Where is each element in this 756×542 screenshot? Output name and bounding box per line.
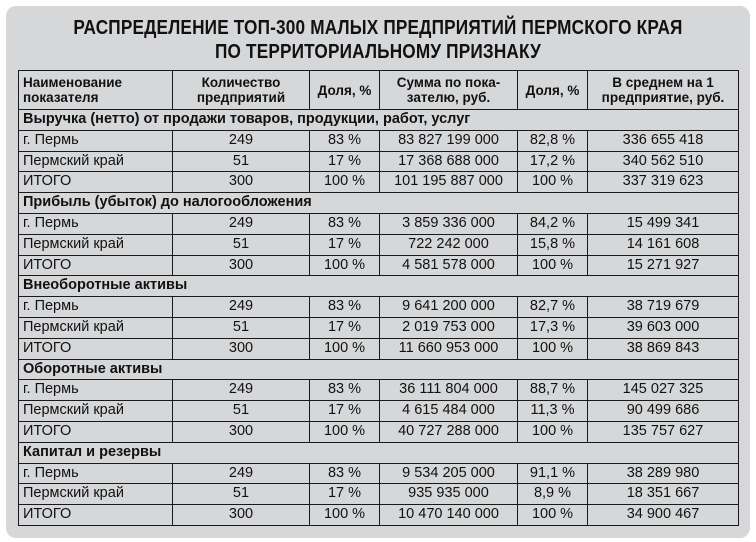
section-header-row <box>19 359 739 380</box>
cell-sum: 4 615 484 000 <box>380 401 518 422</box>
cell-share-count: 83 % <box>310 213 380 234</box>
table-row <box>19 297 739 318</box>
table-row <box>19 401 739 422</box>
header-indicator-line-2: показателя <box>23 90 99 105</box>
table-row <box>19 505 739 526</box>
cell-average: 145 027 325 <box>588 380 739 401</box>
cell-average: 337 319 623 <box>588 172 739 193</box>
cell-sum: 935 935 000 <box>380 484 518 505</box>
cell-count: 51 <box>173 151 310 172</box>
cell-share-sum: 82,7 % <box>518 297 588 318</box>
cell-name: г. Пермь <box>19 130 173 151</box>
header-share-sum <box>518 71 588 110</box>
header-count-line-2: предприятий <box>196 90 286 105</box>
cell-sum: 83 827 199 000 <box>380 130 518 151</box>
table-row <box>19 380 739 401</box>
cell-count: 300 <box>173 172 310 193</box>
table-row <box>19 172 739 193</box>
cell-average: 38 719 679 <box>588 297 739 318</box>
table-row <box>19 338 739 359</box>
cell-count: 249 <box>173 213 310 234</box>
cell-sum: 9 534 205 000 <box>380 463 518 484</box>
cell-sum: 40 727 288 000 <box>380 421 518 442</box>
cell-sum: 4 581 578 000 <box>380 255 518 276</box>
header-share-sum-line-1: Доля, % <box>525 82 580 98</box>
section-title: Прибыль (убыток) до налогообложения <box>19 193 739 214</box>
table-row <box>19 484 739 505</box>
section-header-row <box>19 276 739 297</box>
cell-share-sum: 15,8 % <box>518 234 588 255</box>
cell-share-sum: 88,7 % <box>518 380 588 401</box>
header-average-line-1: В среднем на 1 <box>612 75 714 90</box>
table-row <box>19 130 739 151</box>
cell-count: 249 <box>173 130 310 151</box>
cell-share-count: 17 % <box>310 484 380 505</box>
section-title: Внеоборотные активы <box>19 276 739 297</box>
header-sum-line-2: зателю, руб. <box>406 90 491 105</box>
table-row <box>19 255 739 276</box>
title-line-2: ПО ТЕРРИТОРИАЛЬНОМУ ПРИЗНАКУ <box>214 41 542 63</box>
table-row <box>19 421 739 442</box>
cell-share-count: 83 % <box>310 463 380 484</box>
cell-count: 51 <box>173 401 310 422</box>
cell-name: ИТОГО <box>19 421 173 442</box>
section-header-row <box>19 110 739 131</box>
cell-name: г. Пермь <box>19 297 173 318</box>
header-sum <box>380 71 518 110</box>
header-indicator-line-1: Наименование <box>23 75 123 90</box>
cell-share-sum: 82,8 % <box>518 130 588 151</box>
section-header-row <box>19 193 739 214</box>
cell-share-count: 83 % <box>310 297 380 318</box>
section-title: Выручка (нетто) от продажи товаров, продукции, работ, услуг <box>19 110 739 131</box>
header-count <box>173 71 310 110</box>
cell-count: 51 <box>173 484 310 505</box>
cell-count: 51 <box>173 317 310 338</box>
distribution-table <box>18 70 739 526</box>
table-row <box>19 151 739 172</box>
cell-name: Пермский край <box>19 234 173 255</box>
cell-average: 38 869 843 <box>588 338 739 359</box>
cell-sum: 9 641 200 000 <box>380 297 518 318</box>
cell-name: г. Пермь <box>19 213 173 234</box>
cell-sum: 36 111 804 000 <box>380 380 518 401</box>
title-line-1: РАСПРЕДЕЛЕНИЕ ТОП-300 МАЛЫХ ПРЕДПРИЯТИЙ ПЕРМСКОГО КРАЯ <box>73 17 683 39</box>
header-indicator <box>19 71 173 110</box>
header-share-count-line-1: Доля, % <box>317 82 372 98</box>
cell-share-count: 17 % <box>310 234 380 255</box>
cell-share-count: 83 % <box>310 130 380 151</box>
cell-count: 249 <box>173 463 310 484</box>
cell-average: 34 900 467 <box>588 505 739 526</box>
cell-share-sum: 100 % <box>518 338 588 359</box>
cell-sum: 3 859 336 000 <box>380 213 518 234</box>
cell-share-sum: 17,2 % <box>518 151 588 172</box>
cell-share-sum: 100 % <box>518 505 588 526</box>
cell-share-count: 17 % <box>310 151 380 172</box>
header-sum-line-1: Сумма по пока- <box>396 75 501 90</box>
cell-name: Пермский край <box>19 151 173 172</box>
cell-name: ИТОГО <box>19 505 173 526</box>
cell-count: 300 <box>173 338 310 359</box>
header-share-count <box>310 71 380 110</box>
table-row <box>19 213 739 234</box>
cell-sum: 2 019 753 000 <box>380 317 518 338</box>
cell-average: 340 562 510 <box>588 151 739 172</box>
cell-sum: 722 242 000 <box>380 234 518 255</box>
cell-average: 90 499 686 <box>588 401 739 422</box>
cell-sum: 11 660 953 000 <box>380 338 518 359</box>
cell-share-count: 17 % <box>310 401 380 422</box>
cell-share-sum: 17,3 % <box>518 317 588 338</box>
cell-average: 135 757 627 <box>588 421 739 442</box>
cell-share-sum: 100 % <box>518 172 588 193</box>
section-title: Оборотные активы <box>19 359 739 380</box>
cell-share-count: 100 % <box>310 338 380 359</box>
cell-average: 18 351 667 <box>588 484 739 505</box>
cell-count: 51 <box>173 234 310 255</box>
cell-share-sum: 8,9 % <box>518 484 588 505</box>
cell-sum: 10 470 140 000 <box>380 505 518 526</box>
cell-average: 38 289 980 <box>588 463 739 484</box>
table-row <box>19 463 739 484</box>
cell-share-sum: 84,2 % <box>518 213 588 234</box>
table-row <box>19 234 739 255</box>
section-title: Капитал и резервы <box>19 442 739 463</box>
cell-name: г. Пермь <box>19 380 173 401</box>
header-average <box>588 71 739 110</box>
table-header-row <box>19 71 739 110</box>
table-body <box>19 110 739 526</box>
cell-count: 249 <box>173 297 310 318</box>
cell-average: 336 655 418 <box>588 130 739 151</box>
cell-share-count: 17 % <box>310 317 380 338</box>
cell-name: Пермский край <box>19 401 173 422</box>
cell-count: 249 <box>173 380 310 401</box>
card-frame <box>6 6 750 538</box>
cell-name: ИТОГО <box>19 338 173 359</box>
cell-sum: 17 368 688 000 <box>380 151 518 172</box>
cell-share-count: 100 % <box>310 172 380 193</box>
header-average-line-2: предприятие, руб. <box>601 90 725 105</box>
header-count-line-1: Количество <box>201 75 281 90</box>
cell-share-sum: 11,3 % <box>518 401 588 422</box>
cell-count: 300 <box>173 505 310 526</box>
page-title <box>58 16 698 64</box>
cell-name: г. Пермь <box>19 463 173 484</box>
table-row <box>19 317 739 338</box>
cell-average: 14 161 608 <box>588 234 739 255</box>
cell-share-count: 100 % <box>310 421 380 442</box>
cell-name: ИТОГО <box>19 255 173 276</box>
cell-share-count: 100 % <box>310 255 380 276</box>
cell-average: 39 603 000 <box>588 317 739 338</box>
cell-share-count: 100 % <box>310 505 380 526</box>
cell-name: ИТОГО <box>19 172 173 193</box>
cell-share-sum: 91,1 % <box>518 463 588 484</box>
section-header-row <box>19 442 739 463</box>
cell-share-sum: 100 % <box>518 255 588 276</box>
cell-average: 15 271 927 <box>588 255 739 276</box>
cell-sum: 101 195 887 000 <box>380 172 518 193</box>
cell-share-sum: 100 % <box>518 421 588 442</box>
cell-count: 300 <box>173 255 310 276</box>
cell-count: 300 <box>173 421 310 442</box>
cell-share-count: 83 % <box>310 380 380 401</box>
cell-average: 15 499 341 <box>588 213 739 234</box>
cell-name: Пермский край <box>19 317 173 338</box>
cell-name: Пермский край <box>19 484 173 505</box>
